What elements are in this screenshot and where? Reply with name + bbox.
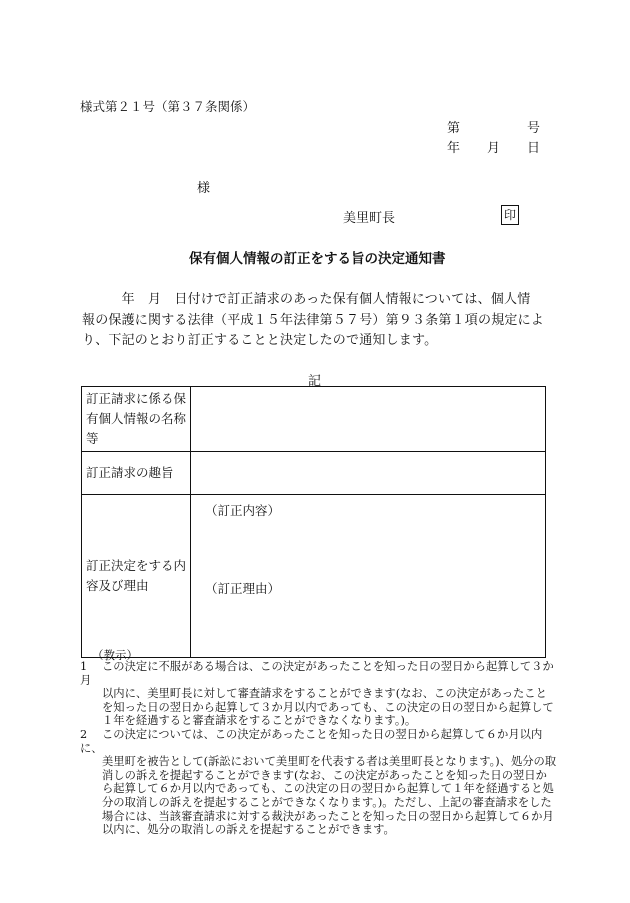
note-text: 以内に、美里町長に対して審査請求をすることができます(なお、この決定があったことを知った日の翌日から起算して３か月以内であっても、この決定の日の翌日から起算して１年を経過すると審査請求をすることができなくなります。)。: [102, 687, 554, 728]
note-first-line: この決定に不服がある場合は、この決定があったことを知った日の翌日から起算して３か月: [80, 660, 554, 687]
table-row: [82, 495, 546, 658]
note-number: 1: [80, 660, 88, 673]
row-value-info-name: [191, 387, 546, 452]
correction-reason-label: （訂正理由）: [205, 581, 281, 596]
body-line: り、下記のとおり訂正することと決定したので通知します。: [82, 333, 438, 348]
note-text: 美里町を被告として(訴訟において美里町を代表する者は美里町長となります。)、処分の取消しの訴えを提起することができます(なお、この決定があったことを知った日の翌日から起算して６か月以内であっても、この決定の日の翌日から起算して１年を経過すると処分の取消しの訴えを提起することができなくなります。)。ただし、上記の審査請求をした場合には、当該審査請求に対する裁決があったことを知った日の翌日から起算して６か月以内に、処分の取消しの訴えを提起することができます。: [102, 755, 557, 837]
note-number: 2: [80, 727, 88, 741]
body-line: 年 月 日付けで訂正請求のあった保有個人情報については、個人情: [82, 292, 531, 307]
date-year-label: 年: [447, 141, 461, 156]
row-label-request-purpose: 訂正請求の趣旨: [82, 452, 191, 495]
document-number-suffix: 号: [527, 121, 541, 136]
notes-list: [80, 660, 558, 837]
body-line: 報の保護に関する法律（平成１５年法律第５７号）第９３条第１項の規定によ: [82, 312, 545, 328]
addressee-suffix: 様: [197, 181, 211, 196]
row-label-decision: 訂正決定をする内容及び理由: [82, 495, 191, 658]
body-paragraph: [82, 290, 552, 352]
seal-mark: 印: [501, 205, 519, 225]
table-row: [82, 452, 546, 495]
correction-content-label: （訂正内容）: [205, 503, 281, 518]
record-table: [81, 386, 546, 658]
document-title: 保有個人情報の訂正をする旨の決定通知書: [189, 251, 446, 267]
row-value-decision: [191, 495, 546, 658]
form-number: 様式第２１号（第３７条関係）: [80, 99, 256, 114]
notes-heading: （教示）: [92, 648, 138, 662]
document-number-label: 第: [447, 121, 461, 136]
row-value-request-purpose: [191, 452, 546, 495]
row-label-info-name: 訂正請求に係る保有個人情報の名称等: [82, 387, 191, 452]
record-heading: 記: [308, 374, 322, 389]
note-first-line: この決定については、この決定があったことを知った日の翌日から起算して６か月以内に、: [80, 727, 543, 755]
note-item: [80, 660, 558, 728]
issuer-name: 美里町長: [343, 211, 396, 226]
date-day-label: 日: [527, 141, 541, 156]
table-row: [82, 387, 546, 452]
date-month-label: 月: [487, 141, 501, 156]
note-item: [80, 728, 558, 837]
